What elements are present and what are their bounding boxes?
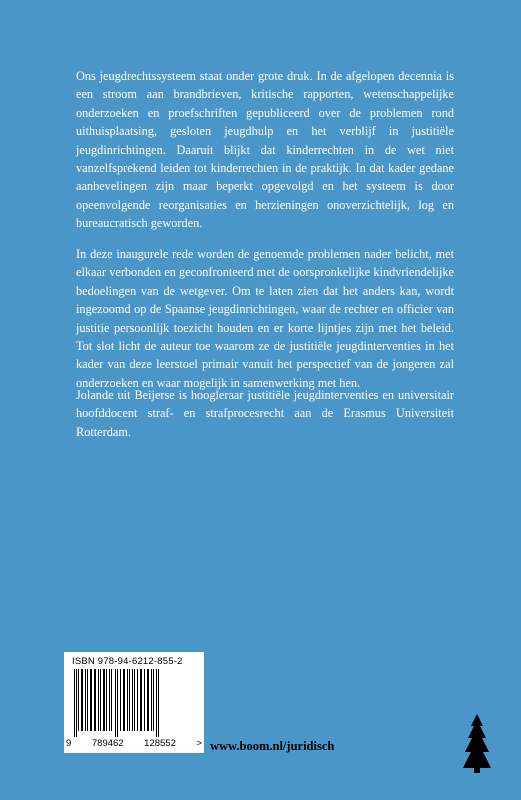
barcode-bar — [137, 669, 138, 731]
barcode-bar — [153, 669, 154, 731]
barcode-bar — [98, 669, 99, 731]
barcode-bar — [151, 669, 152, 731]
barcode-digit-first: 9 — [66, 738, 72, 749]
blurb-paragraph-1: Ons jeugdrechtssysteem staat onder grote druk. In de afgelopen decennia is een stroom aan brandbrieven, kritische rapporten, wetenschappelijke onderzoeken en proefschriften gepubliceerd over de problemen rond uithuisplaatsing, gesloten jeugdhulp en het verblijf in justitiële jeugdinrichtingen. Daaruit blijkt dat kinderrechten in de wet niet vanzelfsprekend leiden tot kinderrechten in de praktijk. In dat kader gedane aanbevelingen zijn maar beperkt opgevolgd en het systeem is door opeenvolgende reorganisaties en herzieningen onoverzichtelijk, log en bureaucratisch geworden. — [76, 69, 454, 231]
isbn-barcode — [64, 652, 204, 753]
barcode-bar — [76, 669, 77, 737]
barcode-digits-right: 128552 — [144, 738, 176, 749]
barcode-bar — [74, 669, 75, 737]
barcode-bar — [132, 669, 133, 731]
barcode-bar — [106, 669, 107, 731]
barcode-bar — [127, 669, 128, 731]
barcode-bar — [103, 669, 105, 731]
publisher-url: www.boom.nl/juridisch — [210, 739, 335, 753]
barcode-bar — [129, 669, 130, 731]
barcode-bar — [90, 669, 92, 731]
barcode-bar — [117, 669, 118, 737]
isbn-label: ISBN 978-94-6212-855-2 — [72, 656, 183, 667]
barcode-bar — [115, 669, 116, 737]
barcode-bar — [144, 669, 145, 731]
author-bio: Jolande uit Beijerse is hoogleraar justitiële jeugdinterventies en universitair hoofddocent straf- en strafprocesrecht aan de Erasmus Universiteit Rotterdam. — [76, 388, 454, 439]
barcode-digit-end: > — [196, 738, 202, 749]
barcode-bar — [94, 669, 96, 731]
blurb-paragraph-2: In deze inaugurele rede worden de genoemde problemen nader belicht, met elkaar verbonden en geconfronteerd met de oorspronkelijke kindvriendelijke bedoelingen van de wetgever. Om te laten zien dat het anders kan, wordt ingezoomd op de Spaanse jeugdinrichtingen, waar de rechter en officier van justitie persoonlijk toezicht houden en er korte lijntjes zijn met het beleid. Tot slot licht de auteur toe waarom ze de justitiële jeugdinterventies in het kader van deze leerstoel primair vanuit het perspectief van de jongeren zal onderzoeken en waar mogelijk in samenwerking met hen. — [76, 247, 454, 390]
barcode-bar — [140, 669, 142, 731]
barcode-bar — [123, 669, 125, 731]
barcode-bar — [134, 669, 135, 731]
barcode-bar — [120, 669, 121, 731]
barcode-bar — [78, 669, 79, 731]
barcode-bar — [81, 669, 83, 731]
barcode-digits-left: 789462 — [91, 738, 124, 749]
barcode-bar — [100, 669, 101, 731]
barcode-bar — [85, 669, 86, 731]
barcode-digits — [66, 738, 202, 749]
barcode-bar — [158, 669, 159, 737]
boom-publisher-logo-icon — [453, 712, 501, 774]
barcode-bar — [109, 669, 110, 731]
barcode-bar — [111, 669, 112, 731]
barcode-bars — [70, 669, 198, 737]
barcode-bar — [156, 669, 157, 737]
barcode-bar — [147, 669, 149, 731]
barcode-bar — [87, 669, 88, 731]
